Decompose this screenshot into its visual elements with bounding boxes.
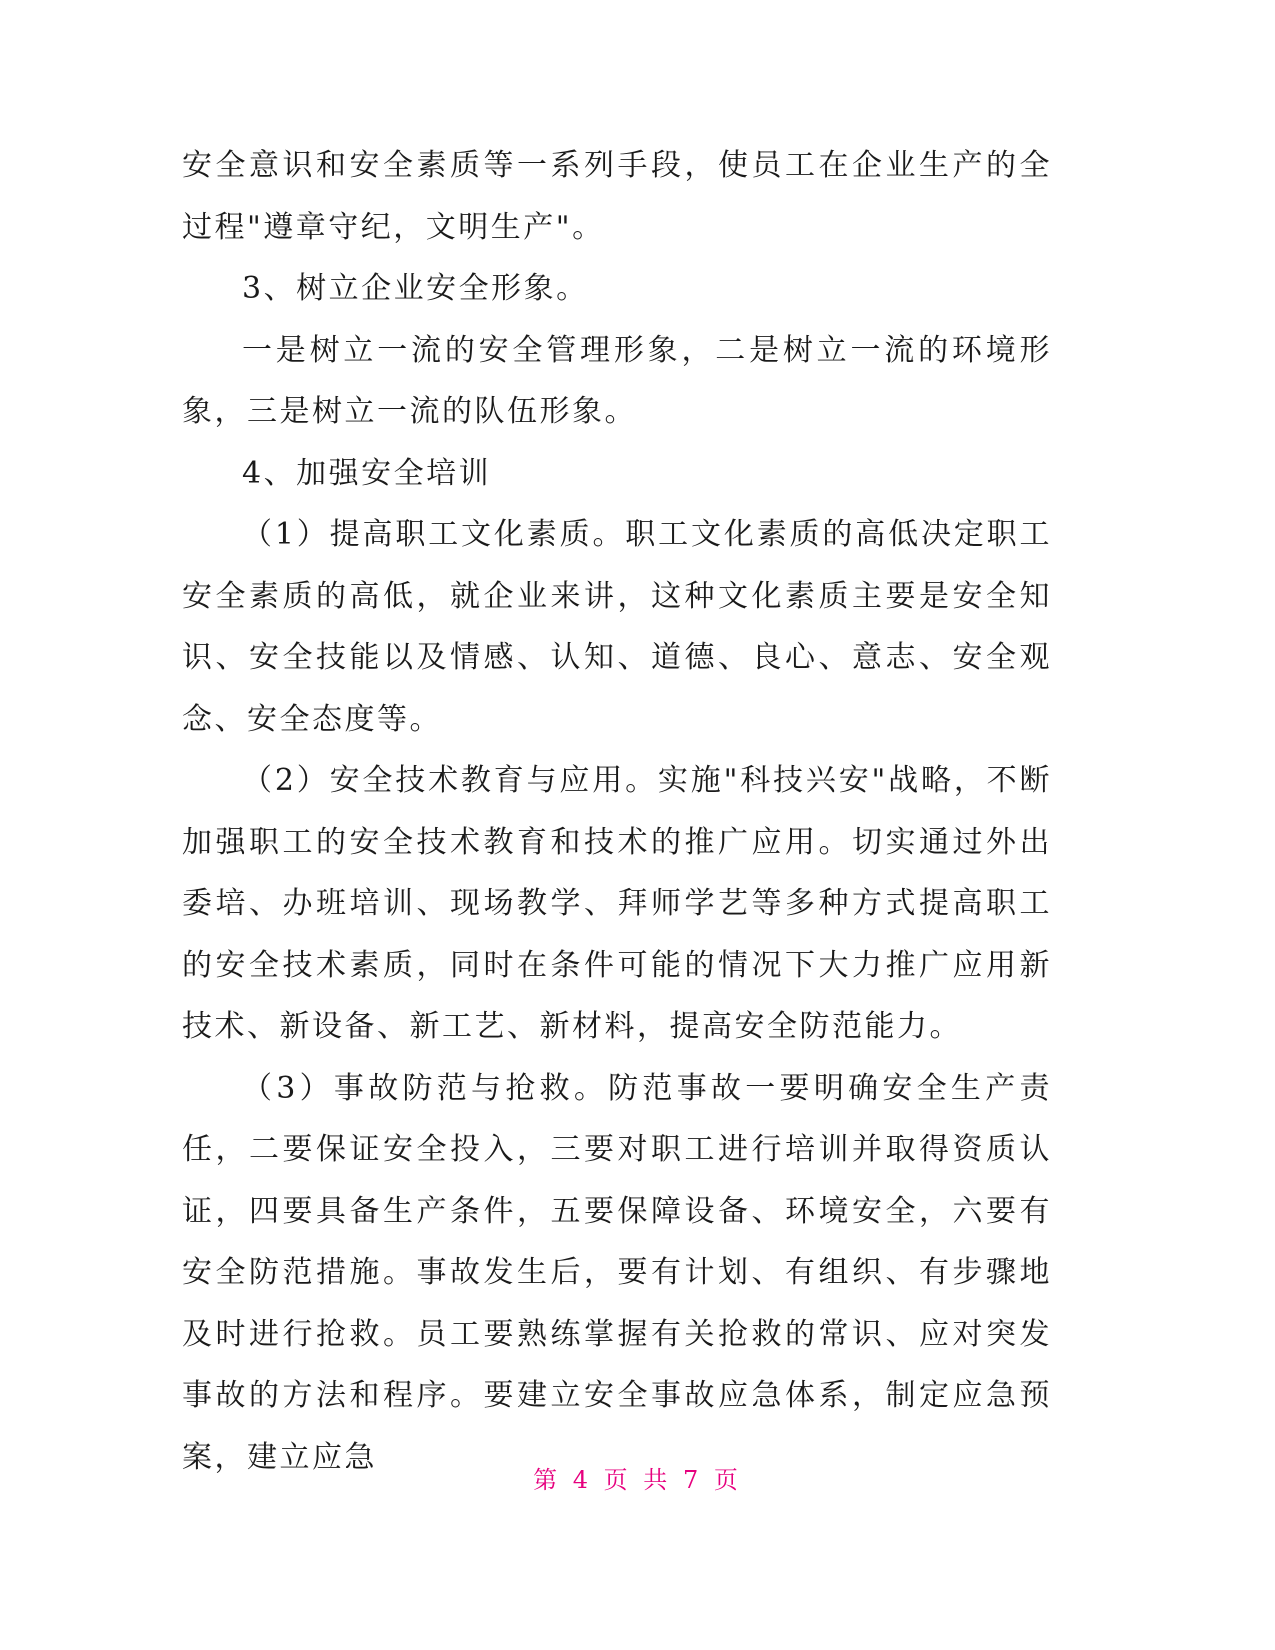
paragraph-6: （2）安全技术教育与应用。实施"科技兴安"战略，不断加强职工的安全技术教育和技术的推广应用。切实通过外出委培、办班培训、现场教学、拜师学艺等多种方式提高职工的安全技术素质，同时在条件可能的情况下大力推广应用新技术、新设备、新工艺、新材料，提高安全防范能力。 xyxy=(182,763,1052,1044)
paragraph-2-heading: 3、树立企业安全形象。 xyxy=(242,271,589,306)
paragraph-1: 安全意识和安全素质等一系列手段，使员工在企业生产的全过程"遵章守纪，文明生产"。 xyxy=(182,148,1052,245)
paragraph-7: （3）事故防范与抢救。防范事故一要明确安全生产责任，二要保证安全投入，三要对职工进行培训并取得资质认证，四要具备生产条件，五要保障设备、环境安全，六要有安全防范措施。事故发生后，要有计划、有组织、有步骤地及时进行抢救。员工要熟练掌握有关抢救的常识、应对突发事故的方法和程序。要建立安全事故应急体系，制定应急预案，建立应急 xyxy=(182,1070,1052,1475)
paragraph-3: 一是树立一流的安全管理形象，二是树立一流的环境形象，三是树立一流的队伍形象。 xyxy=(182,332,1052,429)
document-body xyxy=(182,135,1052,1488)
paragraph-4-heading: 4、加强安全培训 xyxy=(242,455,492,491)
page-number-footer: 第 4 页 共 7 页 xyxy=(533,1466,742,1494)
paragraph-5: （1）提高职工文化素质。职工文化素质的高低决定职工安全素质的高低，就企业来讲，这种文化素质主要是安全知识、安全技能以及情感、认知、道德、良心、意志、安全观念、安全态度等。 xyxy=(182,517,1052,737)
